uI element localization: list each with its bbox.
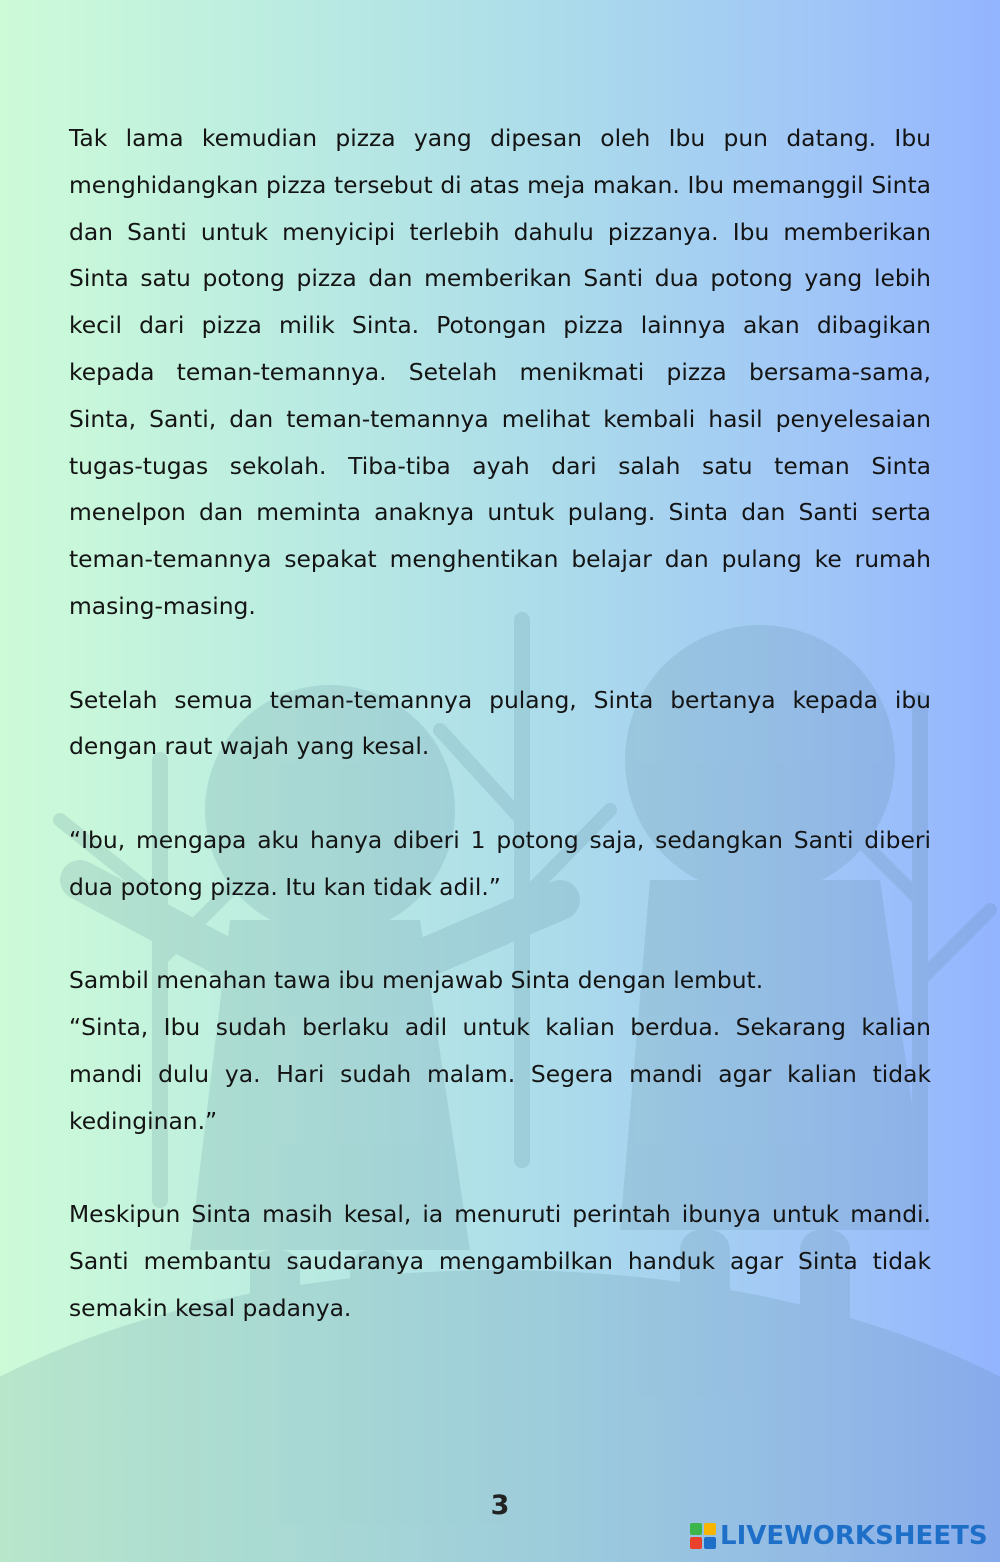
page-number: 3 bbox=[490, 1490, 510, 1521]
story-paragraph: Setelah semua teman-temannya pulang, Sinta bertanya kepada ibu dengan raut wajah yang kesal. bbox=[69, 685, 931, 761]
story-paragraph: Sambil menahan tawa ibu menjawab Sinta dengan lembut. bbox=[69, 966, 764, 995]
story-paragraph: “Sinta, Ibu sudah berlaku adil untuk kalian berdua. Sekarang kalian mandi dulu ya. Hari sudah malam. Segera mandi agar kalian tidak kedinginan.” bbox=[69, 1013, 931, 1135]
liveworksheets-logo-text: LIVEWORKSHEETS bbox=[720, 1521, 988, 1551]
story-text bbox=[69, 115, 931, 1379]
story-paragraph: “Ibu, mengapa aku hanya diberi 1 potong saja, sedangkan Santi diberi dua potong pizza. Itu kan tidak adil.” bbox=[69, 825, 931, 901]
liveworksheets-logo-icon bbox=[690, 1523, 716, 1549]
liveworksheets-logo[interactable] bbox=[690, 1518, 988, 1554]
story-paragraph: Tak lama kemudian pizza yang dipesan oleh Ibu pun datang. Ibu menghidangkan pizza tersebut di atas meja makan. Ibu memanggil Sinta dan Santi untuk menyicipi terlebih dahulu pizzanya. Ibu memberikan Sinta satu potong pizza dan memberikan Santi dua potong yang lebih kecil dari pizza milik Sinta. Potongan pizza lainnya akan dibagikan kepada teman-temannya. Setelah menikmati pizza bersama-sama, Sinta, Santi, dan teman-temannya melihat kembali hasil penyelesaian tugas-tugas sekolah. Tiba-tiba ayah dari salah satu teman Sinta menelpon dan meminta anaknya untuk pulang. Sinta dan Santi serta teman-temannya sepakat menghentikan belajar dan pulang ke rumah masing-masing. bbox=[69, 124, 931, 620]
story-paragraph: Meskipun Sinta masih kesal, ia menuruti perintah ibunya untuk mandi. Santi membantu saudaranya mengambilkan handuk agar Sinta tidak semakin kesal padanya. bbox=[69, 1200, 931, 1322]
